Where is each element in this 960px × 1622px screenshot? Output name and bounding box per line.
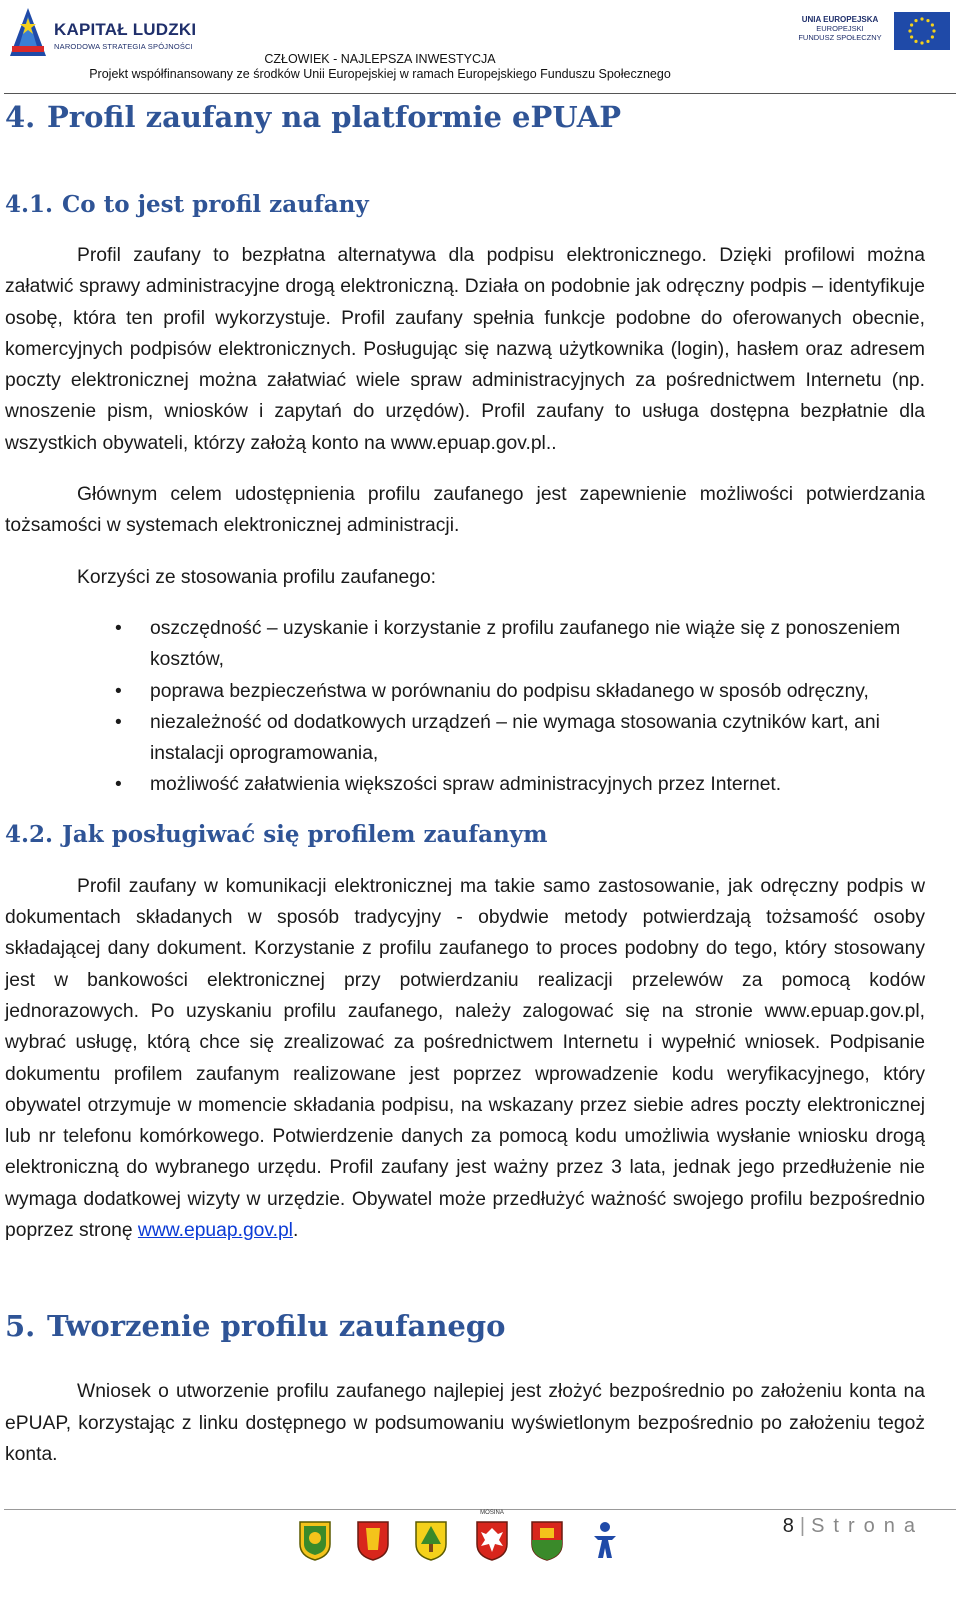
accessibility-logo-icon	[586, 1518, 624, 1566]
list-item: • oszczędność – uzyskanie i korzystanie z profilu zaufanego nie wiąże się z ponoszeniem kosztów,	[5, 613, 925, 676]
slogan-line-1: CZŁOWIEK - NAJLEPSZA INWESTYCJA	[264, 52, 496, 66]
eu-star	[931, 35, 934, 38]
eu-star	[920, 17, 923, 20]
eu-logo-text: UNIA EUROPEJSKA EUROPEJSKI FUNDUSZ SPOŁECZNY	[798, 15, 882, 42]
section-title: Co to jest profil zaufany	[62, 191, 369, 218]
crest-yellow-tree-icon	[414, 1520, 448, 1562]
crest-red-green-icon	[530, 1520, 564, 1562]
crest-green-tree-icon	[298, 1520, 332, 1562]
page-number-value: 8	[782, 1515, 794, 1537]
section-4-heading	[5, 97, 925, 137]
eu-star	[914, 19, 917, 22]
eu-star	[926, 40, 929, 43]
eu-star	[931, 23, 934, 26]
section-4-2-heading	[5, 819, 925, 851]
list-item: • niezależność od dodatkowych urządzeń – nie wymaga stosowania czytników kart, ani instalacji oprogramowania,	[5, 707, 925, 770]
section-number: 4.1.	[5, 191, 54, 218]
section-title: Jak posługiwać się profilem zaufanym	[62, 820, 548, 848]
page-number	[783, 1515, 924, 1538]
eu-star	[908, 29, 911, 32]
paragraph: Profil zaufany w komunikacji elektronicznej ma takie samo zastosowanie, jak odręczny podpis w dokumentach składanych w sposób tradycyjny - obydwie metody potwierdzają tożsamość osoby składającej dany dokument. Korzystanie z profilu zaufanego to proces podobny do tego, który stosowany jest w bankowości elektronicznej przy potwierdzaniu realizacji przelewów za pomocą kodów jednorazowych. Po uzyskaniu profilu zaufanego, należy zalogować się na stronie www.epuap.gov.pl, wybrać usługę, którą chce się zrealizować za pośrednictwem Internetu i wypełnić wniosek. Podpisanie dokumentu profilem zaufanym realizowane jest poprzez wprowadzenie kodu weryfikacyjnego, który obywatel otrzymuje w momencie składania podpisu, na wskazany przez siebie adres poczty elektronicznej lub nr telefonu komórkowego. Potwierdzenie danych za pomocą kodu umożliwia wysłanie wniosku drogą elektroniczną do wybranego urzędu. Profil zaufany jest ważny przez 3 lata, jednak jego przedłużenie nie wymaga dodatkowej wizyty w urzędzie. Obywatel może przedłużyć ważność swojego profilu bezpośrednio poprzez stronę www.epuap.gov.pl.	[5, 875, 925, 1242]
eu-star	[914, 40, 917, 43]
section-number: 5.	[5, 1309, 36, 1344]
paragraph: Wniosek o utworzenie profilu zaufanego najlepiej jest złożyć bezpośrednio po założeniu konta na ePUAP, korzystając z linku dostępnego w podsumowaniu wyświetlonym bezpośrednio po założeniu tegoż konta.	[5, 1381, 925, 1465]
document-body	[5, 96, 925, 1470]
crest-red-icon	[356, 1520, 390, 1562]
eu-logo	[798, 12, 950, 52]
page-number-separator: |	[799, 1515, 806, 1537]
eu-star	[910, 35, 913, 38]
list-item: • poprawa bezpieczeństwa w porównaniu do podpisu składanego w sposób odręczny,	[5, 676, 925, 707]
slogan-line-2: Projekt współfinansowany ze środków Unii Europejskiej w ramach Europejskiego Funduszu Społecznego	[89, 67, 671, 81]
section-title: Profil zaufany na platformie ePUAP	[47, 100, 622, 134]
paragraph: Korzyści ze stosowania profilu zaufanego:	[77, 566, 437, 588]
section-5-heading	[5, 1306, 925, 1346]
bullet-icon: •	[115, 774, 122, 796]
section-4-1-heading	[5, 189, 925, 221]
page-header	[0, 0, 960, 96]
page-word: Strona	[811, 1515, 924, 1537]
paragraph: Głównym celem udostępnienia profilu zaufanego jest zapewnienie możliwości potwierdzania tożsamości w systemach elektronicznej administracji.	[5, 484, 925, 537]
footer-crests	[290, 1512, 590, 1612]
kapital-ludzki-emblem-icon	[8, 6, 48, 58]
eu-star	[932, 29, 935, 32]
header-divider	[4, 93, 956, 94]
list-item: • możliwość załatwienia większości spraw administracyjnych przez Internet.	[5, 769, 925, 800]
eu-star	[910, 23, 913, 26]
bullet-icon: •	[115, 617, 122, 639]
bullet-icon: •	[115, 680, 122, 702]
crest-caption: MOSINA	[480, 1510, 504, 1516]
eu-star	[920, 41, 923, 44]
kapital-ludzki-title: KAPITAŁ LUDZKI	[54, 20, 197, 39]
kapital-ludzki-subtitle: NARODOWA STRATEGIA SPÓJNOŚCI	[54, 42, 193, 51]
crest-white-eagle-icon	[475, 1520, 509, 1562]
paragraph: Profil zaufany to bezpłatna alternatywa dla podpisu elektronicznego. Dzięki profilowi można załatwić sprawy administracyjne drogą elektroniczną. Działa on podobnie jak odręczny podpis – identyfikuje osobę, która ten profil wykorzystuje. Profil zaufany spełnia funkcje podobne do oferowanych obecnie, komercyjnych podpisów elektronicznych. Posługując się nazwą użytkownika (login), hasłem oraz adresem poczty elektronicznej można załatwiać wiele spraw administracyjnych za pośrednictwem Internetu (np. wnoszenie pism, wniosków i zapytań do urzędów). Profil zaufany to usługa dostępna bezpłatnie dla wszystkich obywateli, którzy założą konto na www.epuap.gov.pl..	[5, 245, 925, 454]
benefits-list	[5, 613, 925, 801]
section-number: 4.2.	[5, 820, 54, 848]
section-number: 4.	[5, 100, 36, 134]
eu-star	[926, 19, 929, 22]
bullet-icon: •	[115, 711, 122, 733]
section-title: Tworzenie profilu zaufanego	[47, 1309, 506, 1344]
eu-flag-icon	[894, 12, 950, 50]
epuap-link[interactable]: www.epuap.gov.pl	[137, 1220, 293, 1242]
